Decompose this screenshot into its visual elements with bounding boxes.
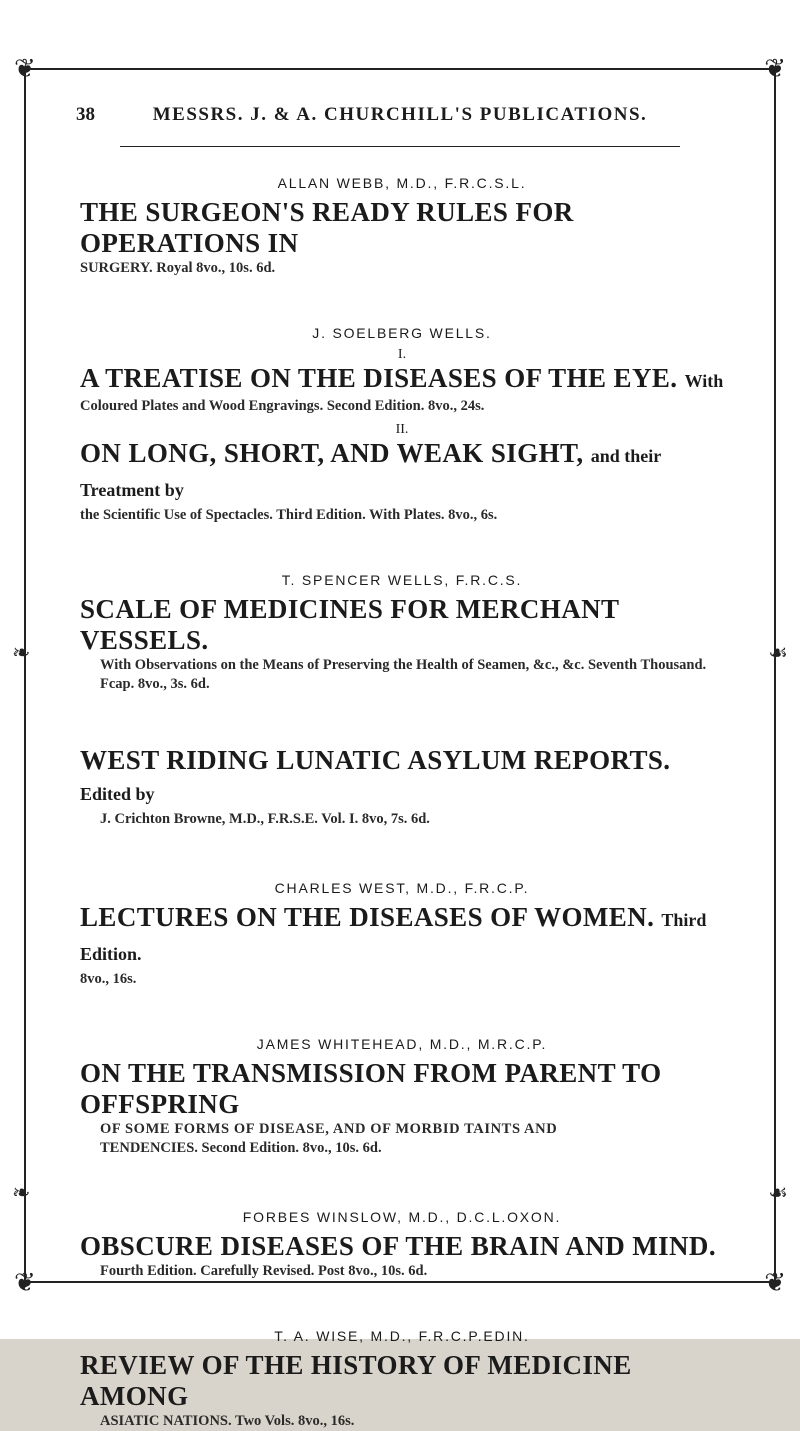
author-name: CHARLES WEST, M.D., F.R.C.P.: [274, 880, 530, 896]
catalogue-entries: [80, 175, 724, 1431]
catalogue-entry: [80, 1036, 724, 1158]
page-number: 38: [76, 104, 95, 125]
work-detail: the Scientific Use of Spectacles. Third Edition. With Plates. 8vo., 6s.: [80, 507, 498, 523]
author-name: T. SPENCER WELLS, F.R.C.S.: [281, 572, 523, 588]
author-name: ALLAN WEBB, M.D., F.R.C.S.L.: [277, 175, 527, 191]
author-name: FORBES WINSLOW, M.D., D.C.L.OXON.: [242, 1209, 562, 1225]
work-title-suffix: and their Treatment by: [80, 446, 661, 500]
header-underline-rule: [120, 146, 680, 147]
work-title-text: ON LONG, SHORT, AND WEAK SIGHT,: [80, 438, 584, 468]
side-ornament-icon: ☙: [768, 1180, 788, 1205]
work-numeral: I.: [397, 347, 407, 362]
work-detail: With Observations on the Means of Preserving the Health of Seamen, &c., &c. Seventh Thousand. Fcap. 8vo., 3s. 6d.: [100, 657, 707, 692]
catalogue-entry: [80, 175, 724, 278]
work-title-text: LECTURES ON THE DISEASES OF WOMEN.: [80, 902, 655, 932]
work-title: REVIEW OF THE HISTORY OF MEDICINE AMONG: [80, 1350, 632, 1411]
catalogue-entry: [80, 572, 724, 694]
section-divider: [80, 296, 724, 311]
work-title: THE SURGEON'S READY RULES FOR OPERATIONS IN: [80, 197, 574, 258]
side-ornament-icon: ☙: [768, 640, 788, 665]
work-title-suffix: With: [684, 371, 724, 391]
author-name: T. A. WISE, M.D., F.R.C.P.EDIN.: [274, 1328, 530, 1344]
work-title: ON THE TRANSMISSION FROM PARENT TO OFFSPRING: [80, 1058, 662, 1119]
section-divider: [80, 851, 724, 866]
work-title: [80, 902, 724, 970]
catalogue-entry: [80, 1328, 724, 1431]
work-title: [80, 363, 724, 397]
work-detail: ASIATIC NATIONS. Two Vols. 8vo., 16s.: [100, 1413, 355, 1429]
section-divider: [80, 1180, 724, 1195]
corner-ornament-icon: ❦: [764, 54, 786, 83]
side-ornament-icon: ❧: [12, 640, 31, 665]
work-title-text: A TREATISE ON THE DISEASES OF THE EYE.: [80, 363, 678, 393]
author-name: JAMES WHITEHEAD, M.D., M.R.C.P.: [256, 1036, 548, 1052]
work-title: [80, 438, 724, 506]
corner-ornament-icon: ❦: [14, 1268, 36, 1297]
work-title: SCALE OF MEDICINES FOR MERCHANT VESSELS.: [80, 594, 619, 655]
corner-ornament-icon: ❦: [764, 1268, 786, 1297]
work-title-suffix: Edited by: [80, 784, 155, 804]
work-detail: SURGERY. Royal 8vo., 10s. 6d.: [80, 260, 276, 276]
work-detail: Fourth Edition. Carefully Revised. Post 8vo., 10s. 6d.: [100, 1263, 428, 1279]
running-title: MESSRS. J. & A. CHURCHILL'S PUBLICATIONS.: [152, 104, 648, 125]
author-name: J. SOELBERG WELLS.: [312, 325, 492, 341]
work-title-text: WEST RIDING LUNATIC ASYLUM REPORTS.: [80, 745, 671, 775]
work-detail-caps: OF SOME FORMS OF DISEASE, AND OF MORBID TAINTS AND: [100, 1121, 558, 1137]
frame-top-rule: [26, 68, 774, 70]
catalogue-entry: [80, 1209, 724, 1281]
work-detail: Coloured Plates and Wood Engravings. Second Edition. 8vo., 24s.: [80, 398, 485, 414]
work-title: [80, 745, 724, 810]
work-detail: 8vo., 16s.: [80, 971, 137, 987]
section-divider: [80, 1299, 724, 1314]
section-divider: [80, 543, 724, 558]
side-ornament-icon: ❧: [12, 1180, 31, 1205]
corner-ornament-icon: ❦: [14, 54, 36, 83]
work-detail: J. Crichton Browne, M.D., F.R.S.E. Vol. I. 8vo, 7s. 6d.: [100, 811, 430, 827]
work-detail: TENDENCIES. Second Edition. 8vo., 10s. 6d.: [100, 1140, 382, 1156]
frame-left-rule: [24, 70, 26, 1281]
catalogue-entry: [80, 325, 724, 525]
frame-right-rule: [774, 70, 776, 1281]
work-numeral: II.: [395, 422, 409, 437]
work-title-suffix: Third Edition.: [80, 910, 707, 964]
section-divider: [80, 716, 724, 731]
section-divider: [80, 1007, 724, 1022]
work-title: OBSCURE DISEASES OF THE BRAIN AND MIND.: [80, 1231, 716, 1261]
catalogue-entry: [80, 880, 724, 989]
catalogue-entry: [80, 745, 724, 829]
